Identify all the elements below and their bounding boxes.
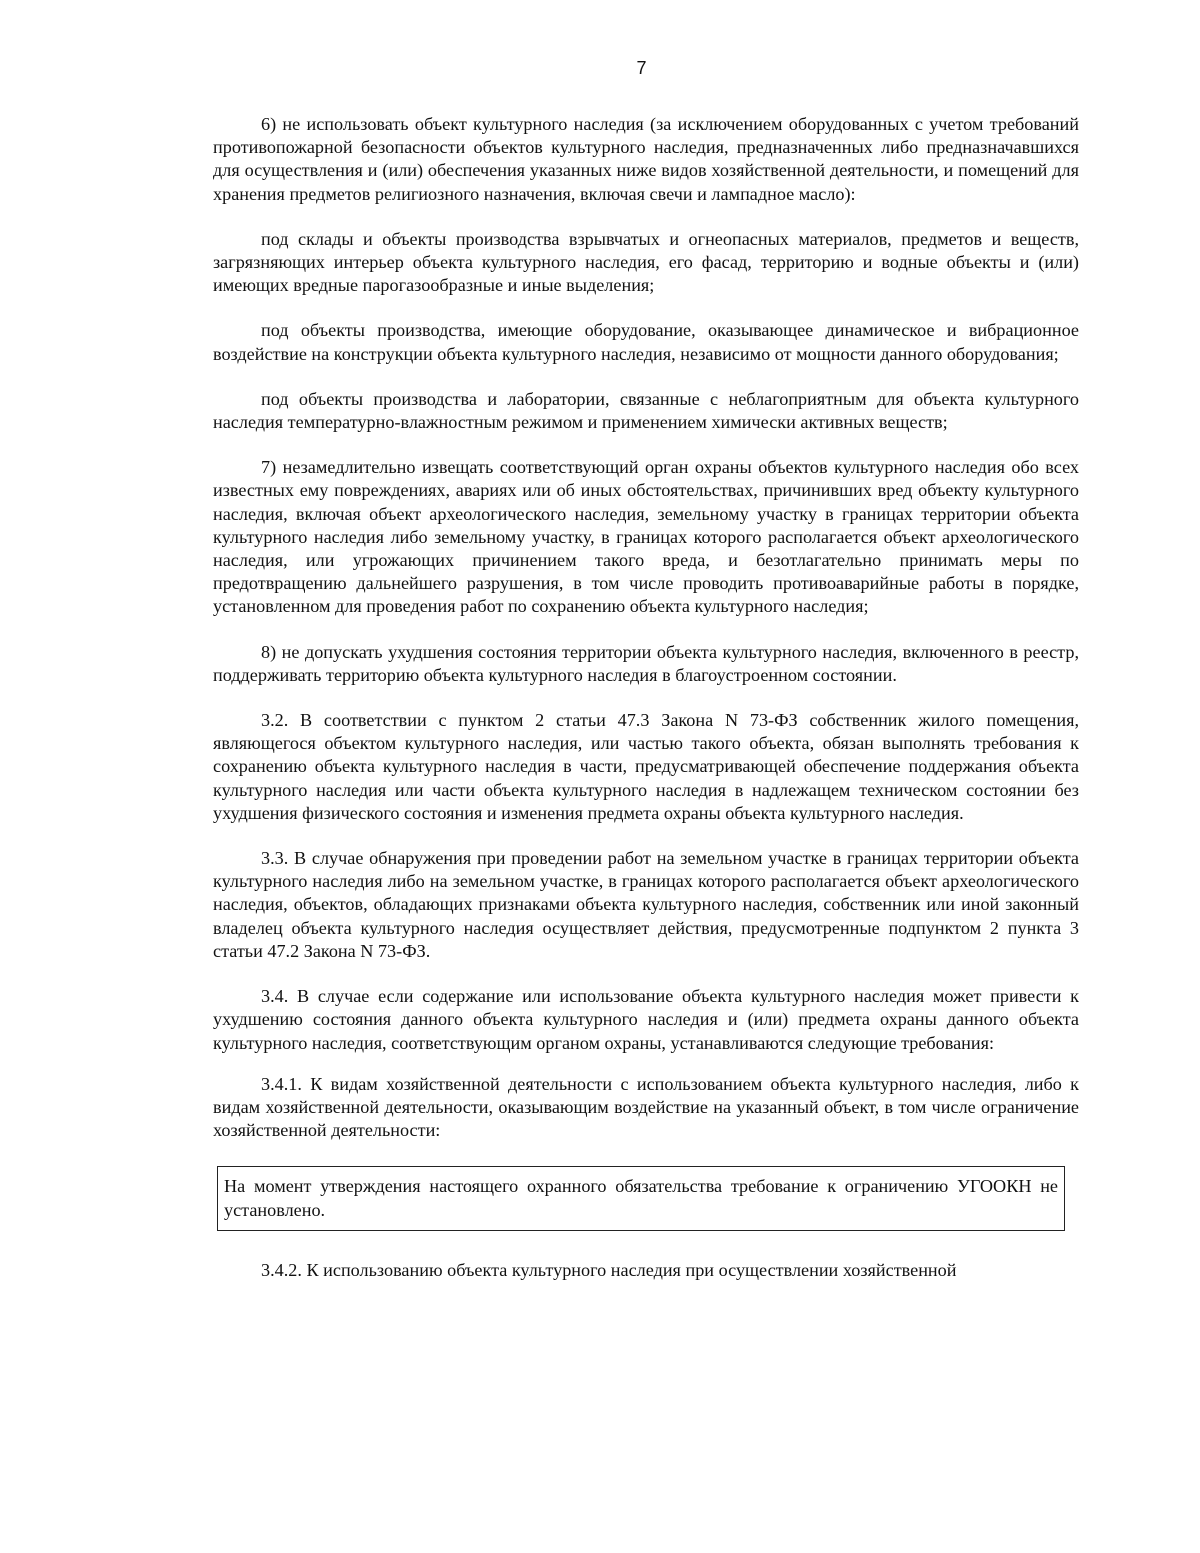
paragraph-8: 8) не допускать ухудшения состояния территории объекта культурного наследия, включенного в реестр, поддерживать территорию объекта культурного наследия в благоустроенном состоянии.: [213, 641, 1079, 685]
document-body: [213, 113, 1079, 1282]
page-number: 7: [636, 58, 647, 78]
paragraph-3-4-1: 3.4.1. К видам хозяйственной деятельности с использованием объекта культурного наследия, либо к видам хозяйственной деятельности, оказывающим воздействие на указанный объект, в том числе ограничение хозяйственной деятельности:: [213, 1073, 1079, 1141]
paragraph-3-4-2: 3.4.2. К использованию объекта культурного наследия при осуществлении хозяйственной: [261, 1259, 957, 1280]
paragraph-3-4: 3.4. В случае если содержание или использование объекта культурного наследия может привести к ухудшению состояния данного объекта культурного наследия и (или) предмета охраны данного объекта культурного наследия, соответствующим органом охраны, устанавливаются следующие требования:: [213, 986, 1079, 1053]
paragraph-6a-warehouses: под склады и объекты производства взрывчатых и огнеопасных материалов, предметов и веществ, загрязняющих интерьер объекта культурного наследия, его фасад, территорию и водные объекты и (или) имеющих вредные парогазообразные и иные выделения;: [213, 228, 1079, 296]
paragraph-6b-production: под объекты производства, имеющие оборудование, оказывающее динамическое и вибрационное воздействие на конструкции объекта культурного наследия, независимо от мощности данного оборудования;: [213, 320, 1079, 364]
notice-box: На момент утверждения настоящего охранного обязательства требование к ограничению УГООКН не установлено.: [217, 1166, 1065, 1230]
paragraph-7: 7) незамедлительно извещать соответствующий орган охраны объектов культурного наследия обо всех известных ему повреждениях, авариях или об иных обстоятельствах, причинивших вред объекту культурного наследия, включая объект археологического наследия, земельному участку в границах территории объекта культурного наследия либо земельному участку, в границах которого располагается объект археологического наследия, или угрожающих причинением такого вреда, и безотлагательно принимать меры по предотвращению дальнейшего разрушения, в том числе проводить противоаварийные работы в порядке, установленном для проведения работ по сохранению объекта культурного наследия;: [213, 457, 1079, 617]
paragraph-6: 6) не использовать объект культурного наследия (за исключением оборудованных с учетом требований противопожарной безопасности объектов культурного наследия, предназначенных либо предназначавшихся для осуществления и (или) обеспечения указанных ниже видов хозяйственной деятельности, и помещений для хранения предметов религиозного назначения, включая свечи и лампадное масло):: [213, 114, 1079, 204]
paragraph-3-2: 3.2. В соответствии с пунктом 2 статьи 47.3 Закона N 73-ФЗ собственник жилого помещения, являющегося объектом культурного наследия, или частью такого объекта, обязан выполнять требования к сохранению объекта культурного наследия в части, предусматривающей обеспечение поддержания объекта культурного наследия или части объекта культурного наследия в надлежащем техническом состоянии без ухудшения физического состояния и изменения предмета охраны объекта культурного наследия.: [213, 710, 1079, 823]
paragraph-6c-laboratories: под объекты производства и лаборатории, связанные с неблагоприятным для объекта культурного наследия температурно-влажностным режимом и применением химически активных веществ;: [213, 388, 1079, 433]
paragraph-3-3: 3.3. В случае обнаружения при проведении работ на земельном участке в границах территории объекта культурного наследия либо на земельном участке, в границах которого располагается объект археологического наследия, объектов, обладающих признаками объекта культурного наследия, собственник или иной законный владелец объекта культурного наследия осуществляет действия, предусмотренные подпунктом 2 пункта 3 статьи 47.2 Закона N 73-ФЗ.: [213, 848, 1079, 961]
